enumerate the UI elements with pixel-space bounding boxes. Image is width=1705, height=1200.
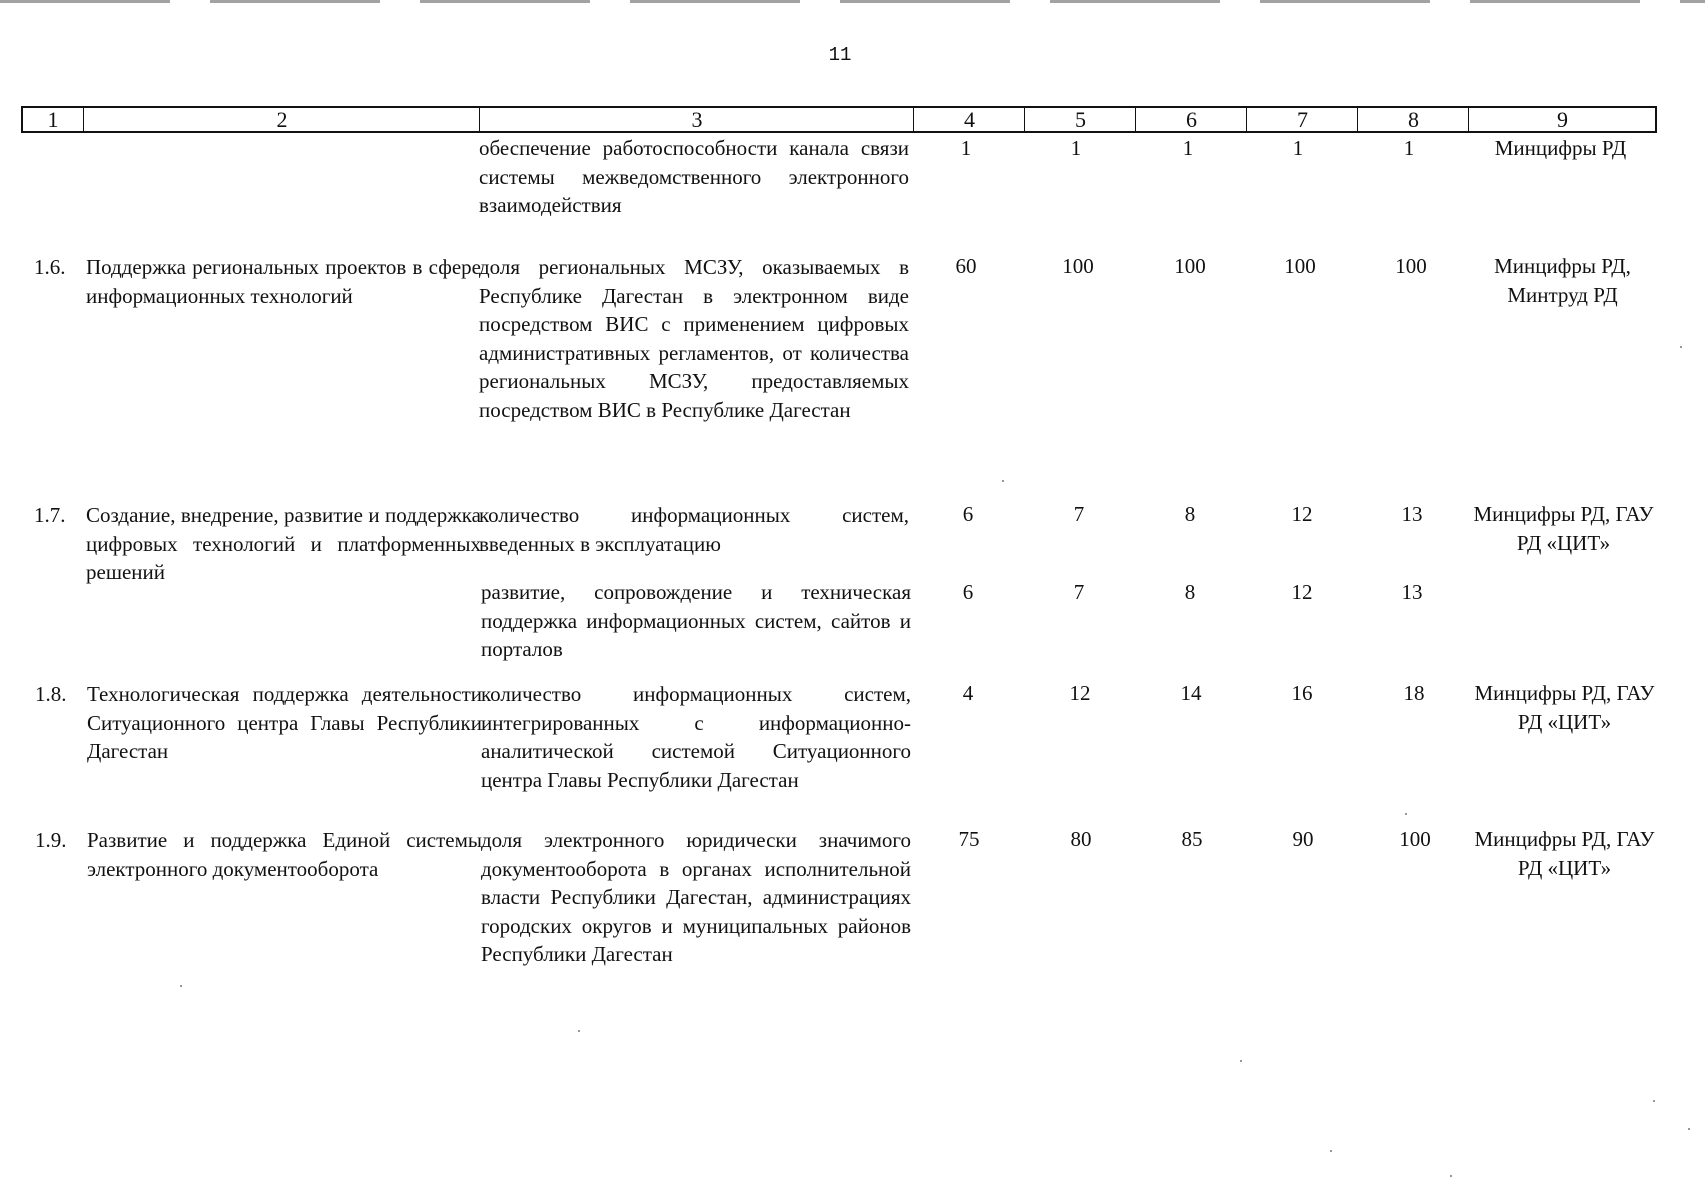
indicator-value: 12 bbox=[1291, 502, 1313, 526]
scan-speck bbox=[1240, 1060, 1242, 1062]
indicator-text: доля региональных МСЗУ, оказываемых в Республике Дагестан в электронном виде посредством ВИС с применением цифровых административных регламентов, от количества региональных МСЗУ, предоставляемых посредством ВИС в Республике Дагестан bbox=[479, 255, 909, 422]
indicator-text: доля электронного юридически значимого документооборота в органах исполнительной власти Республики Дагестан, администрациях городских округов и муниципальных районов Республики Дагестан bbox=[481, 828, 911, 967]
indicator-value: 4 bbox=[962, 681, 974, 705]
indicator-value: 100 bbox=[1399, 827, 1431, 851]
indicator-value: 1 bbox=[1403, 136, 1415, 160]
indicator-text: развитие, сопровождение и техническая поддержка информационных систем, сайтов и порталов bbox=[481, 580, 911, 662]
indicator-text: количество информационных систем, интегрированных с информационно-аналитической системой Ситуационного центра Главы Республики Дагестан bbox=[481, 682, 911, 792]
column-header-8: 8 bbox=[1357, 108, 1469, 131]
indicator-value: 13 bbox=[1401, 502, 1423, 526]
scan-speck bbox=[1405, 813, 1407, 815]
column-header-2: 2 bbox=[83, 108, 480, 131]
indicator-value: 8 bbox=[1184, 502, 1196, 526]
column-header-9: 9 bbox=[1468, 108, 1656, 131]
activity-name: Технологическая поддержка деятельности Ситуационного центра Главы Республики Дагестан bbox=[87, 682, 482, 764]
item-number: 1.6. bbox=[34, 255, 66, 279]
scan-speck bbox=[578, 1030, 580, 1032]
activity-name: Создание, внедрение, развитие и поддержка цифровых технологий и платформенных решений bbox=[86, 503, 481, 585]
indicator-value: 16 bbox=[1291, 681, 1313, 705]
indicator-value: 1 bbox=[1070, 136, 1082, 160]
indicator-value: 100 bbox=[1284, 254, 1316, 278]
activity-name: Поддержка региональных проектов в сфере информационных технологий bbox=[86, 255, 481, 308]
column-header-6: 6 bbox=[1135, 108, 1247, 131]
indicator-value: 85 bbox=[1181, 827, 1203, 851]
activity-name: Развитие и поддержка Единой системы электронного документооборота bbox=[87, 828, 482, 881]
indicator-value: 7 bbox=[1073, 502, 1085, 526]
executor: Минцифры РД bbox=[1494, 136, 1627, 160]
indicator-value: 18 bbox=[1403, 681, 1425, 705]
scan-speck bbox=[1002, 480, 1004, 482]
item-number: 1.9. bbox=[35, 828, 67, 852]
item-number: 1.8. bbox=[35, 682, 67, 706]
scan-speck bbox=[180, 985, 182, 987]
executor: Минцифры РД, ГАУ РД «ЦИТ» bbox=[1473, 502, 1654, 555]
item-number: 1.7. bbox=[34, 503, 66, 527]
indicator-value: 12 bbox=[1291, 580, 1313, 604]
column-header-3: 3 bbox=[479, 108, 914, 131]
column-header-1: 1 bbox=[47, 106, 59, 132]
indicator-value: 75 bbox=[958, 827, 980, 851]
indicator-value: 8 bbox=[1184, 580, 1196, 604]
indicator-text: обеспечение работоспособности канала связи системы межведомственного электронного взаимодействия bbox=[479, 136, 909, 218]
column-header-5: 5 bbox=[1024, 108, 1136, 131]
indicator-value: 1 bbox=[960, 136, 972, 160]
indicator-value: 12 bbox=[1069, 681, 1091, 705]
indicator-value: 6 bbox=[962, 502, 974, 526]
indicator-value: 100 bbox=[1395, 254, 1427, 278]
indicator-value: 90 bbox=[1292, 827, 1314, 851]
executor: Минцифры РД, ГАУ РД «ЦИТ» bbox=[1474, 681, 1655, 734]
indicator-value: 13 bbox=[1401, 580, 1423, 604]
scan-speck bbox=[1330, 1150, 1332, 1152]
scan-speck bbox=[1450, 1175, 1452, 1177]
table-header bbox=[21, 106, 1657, 133]
indicator-value: 1 bbox=[1182, 136, 1194, 160]
indicator-value: 80 bbox=[1070, 827, 1092, 851]
column-header-4: 4 bbox=[913, 108, 1025, 131]
executor: Минцифры РД, ГАУ РД «ЦИТ» bbox=[1474, 827, 1655, 880]
scan-top-edge bbox=[0, 0, 1705, 3]
indicator-value: 60 bbox=[955, 254, 977, 278]
column-header-7: 7 bbox=[1246, 108, 1358, 131]
indicator-value: 14 bbox=[1180, 681, 1202, 705]
scan-speck bbox=[1653, 1100, 1655, 1102]
indicator-value: 6 bbox=[962, 580, 974, 604]
scan-speck bbox=[1688, 1128, 1690, 1130]
indicator-value: 7 bbox=[1073, 580, 1085, 604]
indicator-value: 100 bbox=[1062, 254, 1094, 278]
page-number: 11 bbox=[828, 44, 852, 66]
scan-speck bbox=[1680, 346, 1682, 348]
indicator-value: 100 bbox=[1174, 254, 1206, 278]
executor: Минцифры РД, Минтруд РД bbox=[1494, 254, 1631, 307]
indicator-text: количество информационных систем, введенных в эксплуатацию bbox=[479, 503, 909, 556]
indicator-value: 1 bbox=[1292, 136, 1304, 160]
